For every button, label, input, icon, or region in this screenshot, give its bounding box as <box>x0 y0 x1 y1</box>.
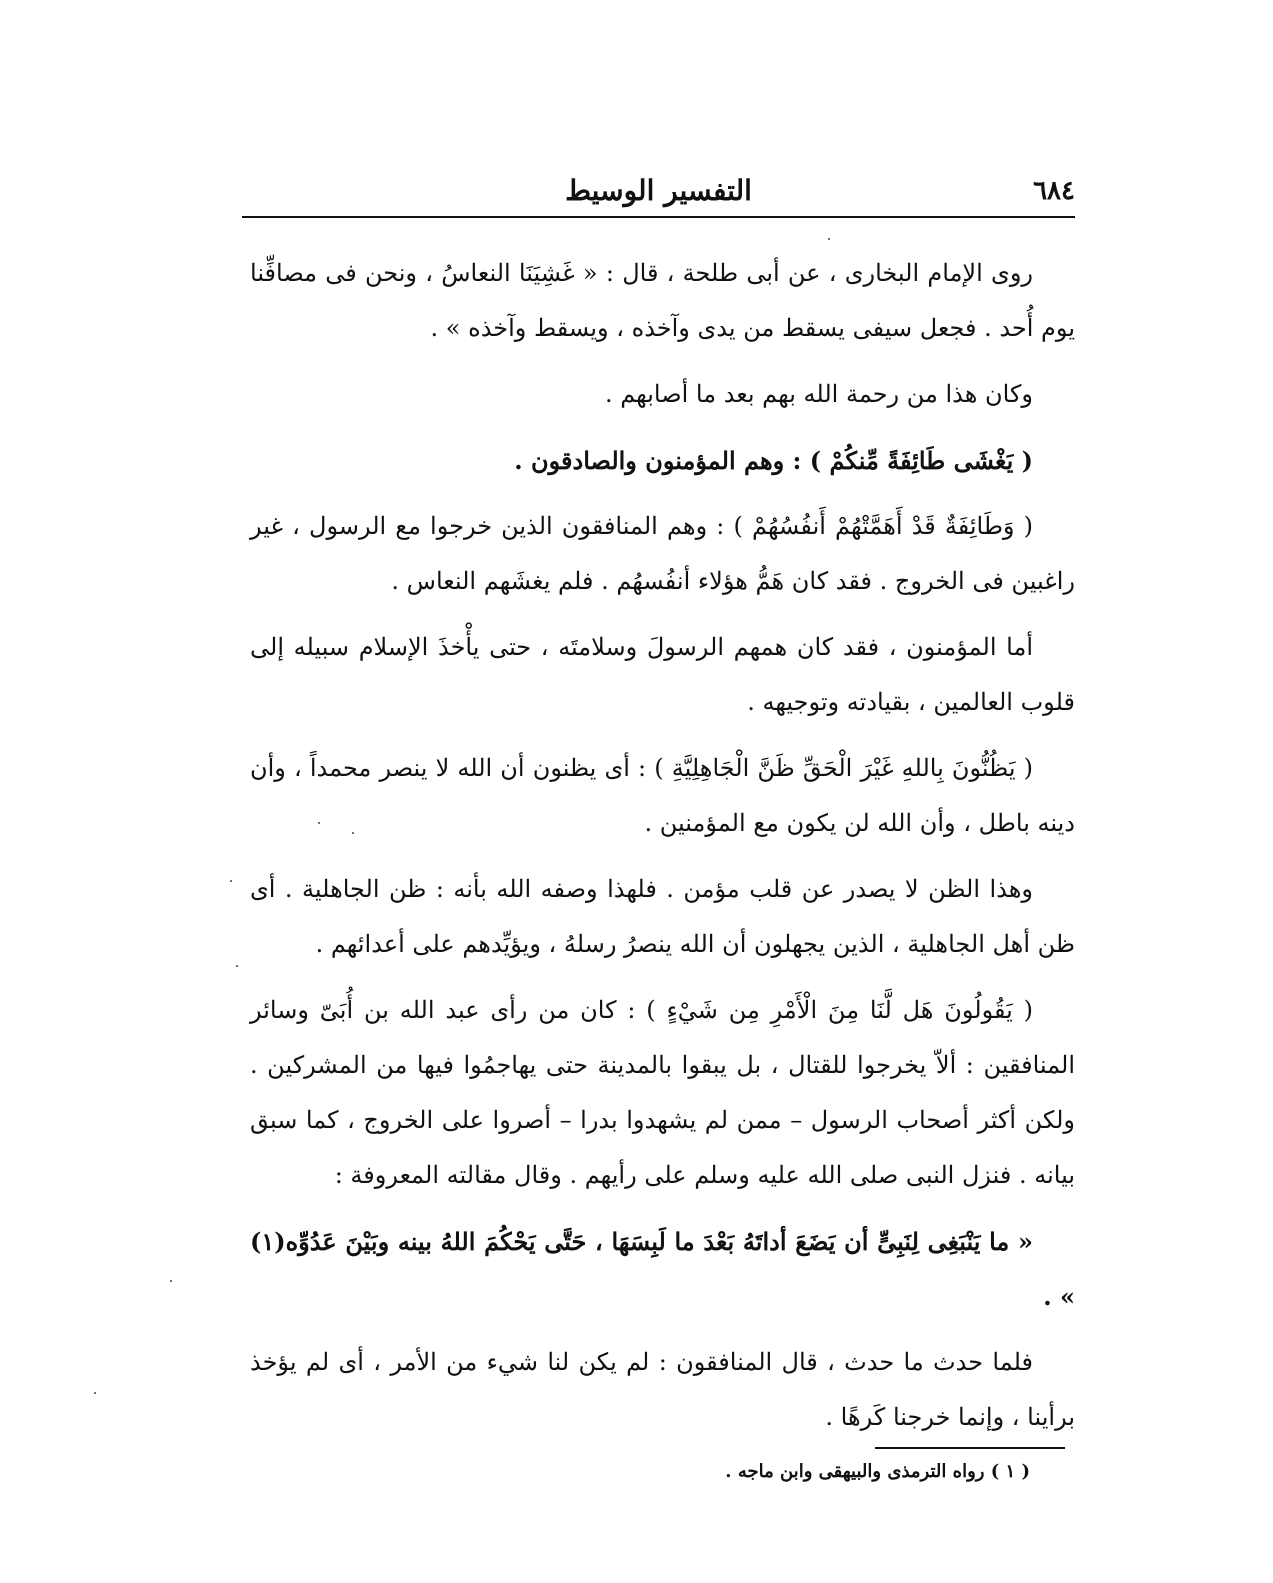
main-text <box>250 246 1075 1456</box>
page-number: ٦٨٤ <box>1033 176 1075 206</box>
paragraph-verse-saying: ( يَقُولُونَ هَل لَّنَا مِنَ الْأَمْرِ مِن شَيْءٍ ) : كان من رأى عبد الله بن أُبَىّ وسائر المنافقين : ألاّ يخرجوا للقتال ، بل يبقوا بالمدينة حتى يهاجمُوا فيها من المشركين . ولكن أكثر أصحاب الرسول – ممن لم يشهدوا بدرا – أصروا على الخروج ، كما سبق بيانه . فنزل النبى صلى الله عليه وسلم على رأيهم . وقال مقالته المعروفة : <box>250 996 1076 1189</box>
paragraph-hypocrites-said: فلما حدث ما حدث ، قال المنافقون : لم يكن لنا شيء من الأمر ، أى لم يؤخذ برأينا ، وإنما خرجنا كَرهًا . <box>250 1348 1075 1431</box>
scan-speck <box>230 880 232 882</box>
scan-speck <box>828 238 830 240</box>
scan-speck <box>94 1392 96 1394</box>
paragraph-believers-concern: أما المؤمنون ، فقد كان همهم الرسولَ وسلامتَه ، حتى يأْخذَ الإسلام سبيله إلى قلوب العالمين ، بقيادته وتوجيهه . <box>250 633 1075 716</box>
paragraph-verse-thinking: ( يَظُنُّونَ بِاللهِ غَيْرَ الْحَقِّ ظَنَّ الْجَاهِلِيَّةِ ) : أى يظنون أن الله لا ينصر محمداً ، وأن دينه باطل ، وأن الله لن يكون مع المؤمنين . <box>250 754 1075 837</box>
paragraph-mercy: وكان هذا من رحمة الله بهم بعد ما أصابهم . <box>604 380 1033 408</box>
running-title: التفسير الوسيط <box>565 174 752 207</box>
paragraph-verse-believers: ( يَغْشَى طَائِفَةً مِّنكُمْ ) : وهم المؤمنون والصادقون . <box>514 446 1033 475</box>
footnote: ( ١ ) رواه الترمذى والبيهقى وابن ماجه . <box>725 1461 1030 1482</box>
header-divider <box>242 216 1075 218</box>
scan-speck <box>170 1280 172 1282</box>
paragraph-verse-hypocrites: ( وَطَائِفَةٌ قَدْ أَهَمَّتْهُمْ أَنفُسُهُمْ ) : وهم المنافقون الذين خرجوا مع الرسول ، غير راغبين فى الخروج . فقد كان هَمُّ هؤلاء أنفُسهُم . فلم يغشَهم النعاس . <box>250 512 1075 595</box>
scan-speck <box>352 832 354 834</box>
paragraph-bukhari-narration: روى الإمام البخارى ، عن أبى طلحة ، قال : « غَشِيَنَا النعاسُ ، ونحن فى مصافِّنا يوم أُحد . فجعل سيفى يسقط من يدى وآخذه ، ويسقط وآخذه » . <box>250 259 1075 342</box>
scan-speck <box>236 965 238 967</box>
page-header <box>242 170 1075 214</box>
footnote-divider <box>875 1447 1065 1449</box>
paragraph-jahiliyya: وهذا الظن لا يصدر عن قلب مؤمن . فلهذا وصفه الله بأنه : ظن الجاهلية . أى ظن أهل الجاهلية ، الذين يجهلون أن الله ينصرُ رسلهُ ، ويؤيِّدهم على أعدائهم . <box>250 875 1075 958</box>
scan-speck <box>318 822 320 824</box>
paragraph-hadith-quote: « ما يَنْبَغِى لِنَبِىٍّ أن يَضَعَ أداتَهُ بَعْدَ ما لَبِسَهَا ، حَتَّى يَحْكُمَ اللهُ بينه وبَيْنَ عَدُوِّه(١) » . <box>250 1227 1075 1311</box>
